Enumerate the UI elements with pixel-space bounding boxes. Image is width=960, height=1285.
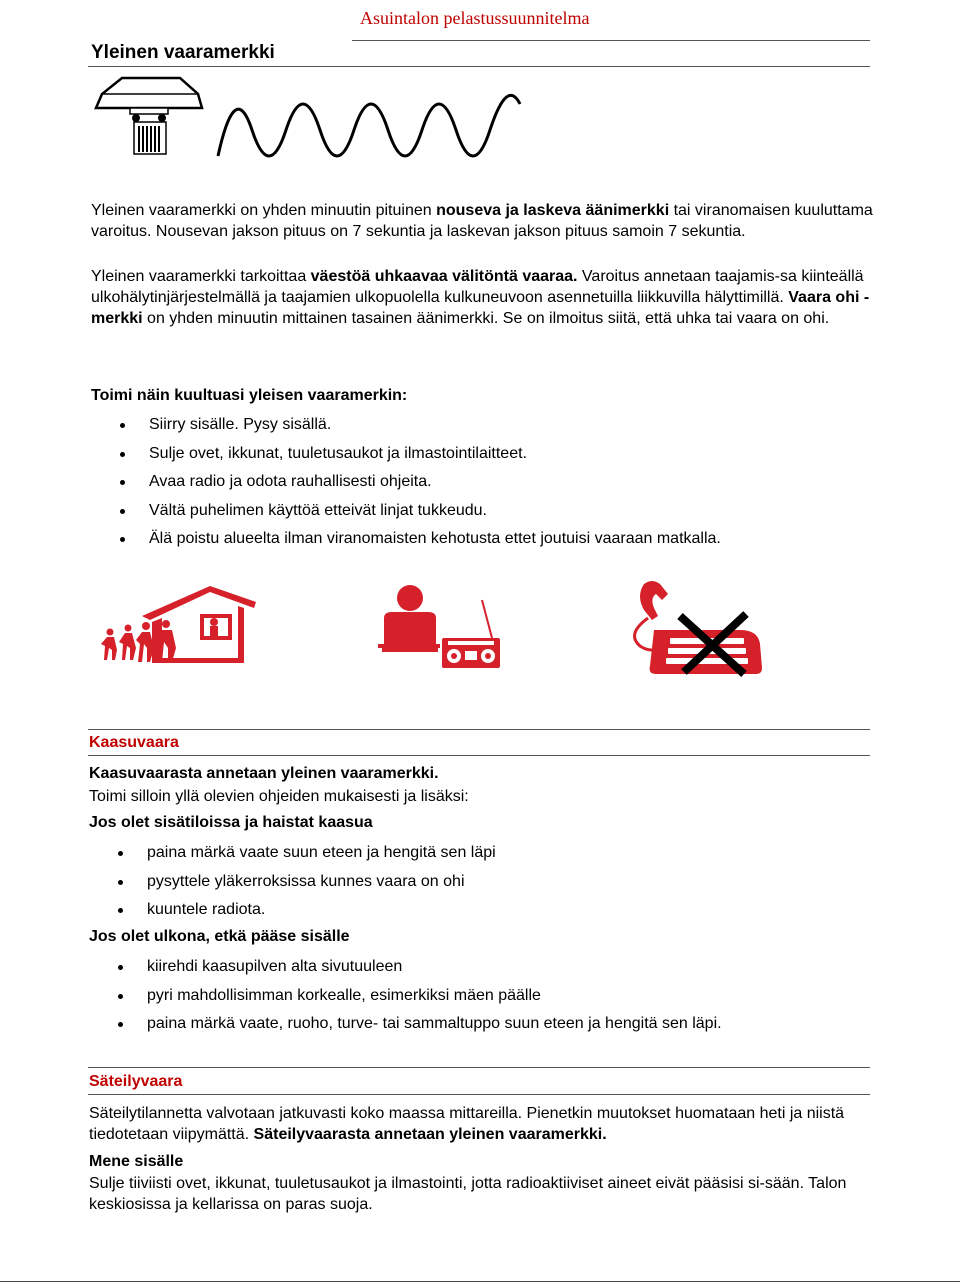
list-item: Siirry sisälle. Pysy sisällä. <box>118 415 721 435</box>
radiation-section-title: Säteilyvaara <box>89 1073 183 1090</box>
siren-icon <box>92 74 207 160</box>
gas-lead-bold: Kaasuvaarasta annetaan yleinen vaaramerkki. <box>89 765 439 782</box>
gas-section-title: Kaasuvaara <box>89 734 179 751</box>
footer-rule <box>0 1281 960 1282</box>
radiation-paragraph-2: Sulje tiiviisti ovet, ikkunat, tuuletusaukot ja ilmastointi, jotta radioaktiiviset aineet eivät pääsisi si-sään. Talon keskiosissa ja kellarissa on paras suoja. <box>89 1175 847 1213</box>
list-item: paina märkä vaate suun eteen ja hengitä sen läpi <box>116 843 496 863</box>
gas-section-rule-bottom <box>88 755 870 756</box>
header-rule-top <box>352 40 870 41</box>
radiation-section-rule-bottom <box>88 1094 870 1095</box>
instructions-list <box>118 415 721 549</box>
document-title: Asuintalon pelastussuunnitelma <box>360 8 590 28</box>
go-inside-icon <box>92 582 260 664</box>
listen-radio-icon <box>378 578 500 670</box>
gas-indoors-list <box>116 843 496 920</box>
gas-outdoors-heading: Jos olet ulkona, etkä pääse sisälle <box>89 928 350 945</box>
list-item: Avaa radio ja odota rauhallisesti ohjeita. <box>118 472 721 492</box>
header-rule-bottom <box>88 66 870 67</box>
instructions-heading: Toimi näin kuultuasi yleisen vaaramerkin: <box>91 387 408 404</box>
no-phone-icon <box>622 574 764 676</box>
siren-wave-graphic <box>216 102 522 158</box>
list-item: Älä poistu alueelta ilman viranomaisten kehotusta ettet joutuisi vaaraan matkalla. <box>118 529 721 549</box>
list-item: kiirehdi kaasupilven alta sivutuuleen <box>116 957 722 977</box>
gas-outdoors-list <box>116 957 722 1034</box>
intro-paragraph-1: Yleinen vaaramerkki on yhden minuutin pituinen nouseva ja laskeva äänimerkki tai viranomaisen kuuluttama varoitus. Nousevan jakson pituus on 7 sekuntia ja laskevan jakson pituus samoin 7 sekuntia. <box>91 202 873 240</box>
list-item: Vältä puhelimen käyttöä etteivät linjat tukkeudu. <box>118 501 721 521</box>
list-item: paina märkä vaate, ruoho, turve- tai sammaltuppo suun eteen ja hengitä sen läpi. <box>116 1014 722 1034</box>
list-item: kuuntele radiota. <box>116 900 496 920</box>
gas-lead: Toimi silloin yllä olevien ohjeiden mukaisesti ja lisäksi: <box>89 788 469 805</box>
intro-paragraph-2: Yleinen vaaramerkki tarkoittaa väestöä uhkaavaa välitöntä vaaraa. Varoitus annetaan taajamis-sa kiinteällä ulkohälytinjärjestelmällä ja taajamien ulkopuolella kulkuneuvoon asennetuilla liikkuvilla hälyttimillä. Vaara ohi -merkki on yhden minuutin mittainen tasainen äänimerkki. Se on ilmoitus siitä, että uhka tai vaara on ohi. <box>91 268 870 327</box>
page-heading: Yleinen vaaramerkki <box>91 42 275 63</box>
list-item: Sulje ovet, ikkunat, tuuletusaukot ja ilmastointilaitteet. <box>118 444 721 464</box>
gas-section-rule-top <box>88 729 870 730</box>
radiation-paragraph-1: Säteilytilannetta valvotaan jatkuvasti koko maassa mittareilla. Pienetkin muutokset huomataan heti ja niistä tiedotetaan viipymättä. Säteilyvaarasta annetaan yleinen vaaramerkki. <box>89 1105 845 1143</box>
list-item: pysyttele yläkerroksissa kunnes vaara on ohi <box>116 872 496 892</box>
radiation-section-rule-top <box>88 1067 870 1068</box>
list-item: pyri mahdollisimman korkealle, esimerkiksi mäen päälle <box>116 986 722 1006</box>
gas-indoors-heading: Jos olet sisätiloissa ja haistat kaasua <box>89 814 373 831</box>
radiation-go-inside-heading: Mene sisälle <box>89 1153 184 1170</box>
